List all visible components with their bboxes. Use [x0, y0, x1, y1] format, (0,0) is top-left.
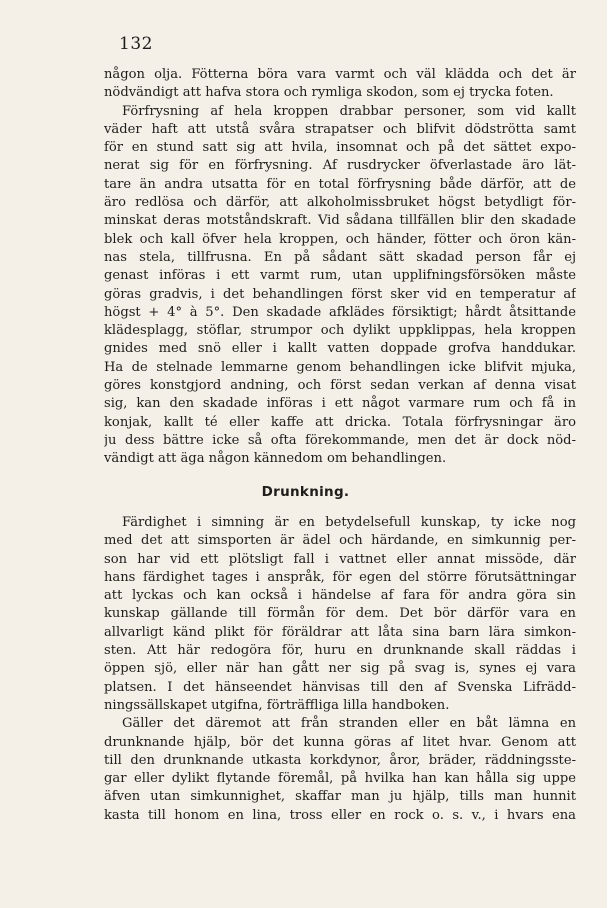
text-line: Ha de stelnade lemmarne genom behandlingen icke blifvit mjuka, — [104, 359, 576, 375]
text-line: någon olja. Fötterna böra vara varmt och väl klädda och det är — [104, 67, 576, 82]
text-line: klädesplagg, stöflar, strumpor och dylikt uppklippas, hela kroppen — [104, 323, 576, 339]
text-line: göres konstgjord andning, och först sedan verkan af denna visat — [104, 378, 576, 394]
text-line: nas stela, tillfrusna. En på sådant sätt skadad person får ej — [104, 249, 576, 265]
text-line: hans färdighet tages i anspråk, för egen del större förutsättningar — [104, 569, 576, 585]
text-line: platsen. I det hänseendet hänvisas till den af Svenska Lifrädd- — [104, 679, 576, 695]
text-line: äro redlösa och därför, att alkoholmissbruket högst betydligt för- — [104, 195, 576, 211]
text-line: nerat sig för en förfrysning. Af rusdrycker öfverlastade äro lät- — [104, 158, 576, 174]
text-line: äfven utan simkunnighet, skaffar man ju hjälp, tills man hunnit — [104, 789, 576, 805]
text-line: sten. Att här redogöra för, huru en drunknande skall räddas i — [104, 643, 576, 659]
text-line: göras gradvis, i det behandlingen först sker vid en temperatur af — [104, 286, 576, 302]
text-line: gar eller dylikt flytande föremål, på hvilka han kan hålla sig uppe — [104, 771, 576, 787]
page-number: 132 — [119, 34, 153, 54]
paragraph-block-frostbite — [104, 66, 576, 469]
text-line: Färdighet i simning är en betydelsefull kunskap, ty icke nog — [122, 515, 576, 530]
text-line: med det att simsporten är ädel och härdande, en simkunnig per- — [104, 533, 576, 549]
text-line: nödvändigt att hafva stora och rymliga skodon, som ej trycka foten. — [104, 85, 554, 101]
page-edge — [607, 0, 611, 908]
section-heading: Drunkning. — [261, 484, 350, 500]
text-line: Gäller det däremot att från stranden eller en båt lämna en — [122, 716, 576, 732]
text-line: kasta till honom en lina, tross eller en rock o. s. v., i hvars ena — [104, 807, 576, 823]
text-line: att lyckas och kan också i händelse af fara för andra göra sin — [104, 588, 576, 604]
text-line: för en stund satt sig att hvila, insomnat och på det sättet expo- — [104, 140, 576, 156]
text-line: blek och kall öfver hela kroppen, och händer, fötter och öron kän- — [104, 231, 576, 247]
text-line: kunskap gällande till förmån för dem. Det bör därför vara en — [104, 606, 576, 622]
text-line: son har vid ett plötsligt fall i vattnet eller annat missöde, där — [104, 551, 576, 567]
text-line: konjak, kallt té eller kaffe att dricka. Totala förfrysningar äro — [104, 414, 576, 430]
text-line: till den drunknande utkasta korkdynor, åror, bräder, räddningsste- — [104, 752, 576, 768]
text-line: högst + 4° à 5°. Den skadade afklädes försiktigt; hårdt åtsittande — [104, 304, 576, 320]
text-line: vändigt att äga någon kännedom om behandlingen. — [104, 451, 447, 467]
text-line: väder haft att utstå svåra strapatser och blifvit dödströtta samt — [104, 121, 576, 137]
text-line: gnides med snö eller i kallt vatten doppade grofva handdukar. — [104, 341, 576, 357]
text-line: ju dess bättre icke så ofta förekommande, men det är dock nöd- — [104, 432, 576, 448]
text-line: tare än andra utsatta för en total förfrysning både därför, att de — [104, 176, 576, 192]
text-line: minskat deras motståndskraft. Vid sådana tillfällen blir den skadade — [104, 213, 576, 229]
paragraph-block-drowning — [104, 514, 576, 825]
text-line: ningssällskapet utgifna, förträffliga lilla handboken. — [104, 697, 450, 713]
text-line: sig, kan den skadade införas i ett något varmare rum och få in — [104, 396, 576, 412]
text-line: allvarligt känd plikt för föräldrar att låta sina barn lära simkon- — [104, 624, 576, 640]
text-line: genast införas i ett varmt rum, utan upplifningsförsöken måste — [104, 268, 576, 284]
text-line: drunknande hjälp, bör det kunna göras af litet hvar. Genom att — [104, 734, 576, 750]
text-line: Förfrysning af hela kroppen drabbar personer, som vid kallt — [122, 103, 576, 119]
text-line: öppen sjö, eller när han gått ner sig på svag is, synes ej vara — [104, 661, 576, 677]
